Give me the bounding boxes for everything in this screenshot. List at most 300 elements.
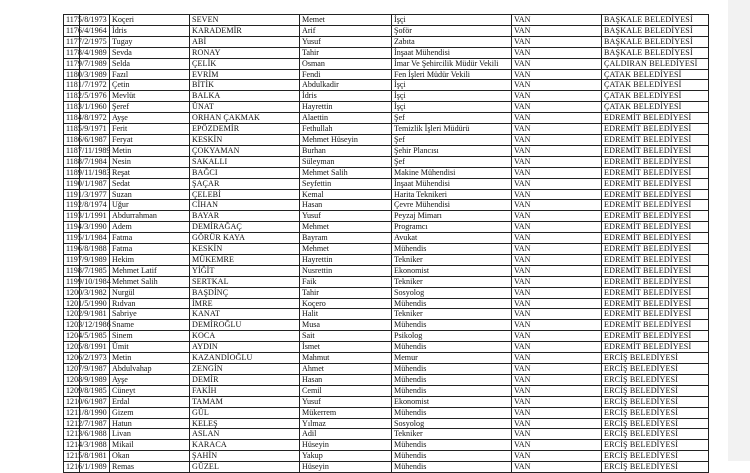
table-row <box>64 287 709 298</box>
table-row <box>64 364 709 375</box>
birth-date-cell: /3/1989 <box>80 69 110 80</box>
father-name-cell: Memet <box>300 15 392 26</box>
table-row <box>64 80 709 91</box>
row-number-cell: 1196 <box>64 244 80 255</box>
position-cell: İşçi <box>392 102 512 113</box>
surname-cell: CİHAN <box>190 200 300 211</box>
institution-cell: ÇALDIRAN BELEDİYESİ <box>602 58 709 69</box>
surname-cell: SEVEN <box>190 15 300 26</box>
row-number-cell: 1190 <box>64 178 80 189</box>
province-cell: VAN <box>512 102 602 113</box>
institution-cell: ERCİŞ BELEDİYESİ <box>602 418 709 429</box>
position-cell: Çevre Mühendisi <box>392 200 512 211</box>
position-cell: Ekonomist <box>392 396 512 407</box>
table-row <box>64 385 709 396</box>
birth-date-cell: /7/1987 <box>80 418 110 429</box>
institution-cell: ERCİŞ BELEDİYESİ <box>602 353 709 364</box>
father-name-cell: Adil <box>300 429 392 440</box>
position-cell: Mühendis <box>392 440 512 451</box>
institution-cell: EDREMİT BELEDİYESİ <box>602 233 709 244</box>
surname-cell: DEMİR <box>190 374 300 385</box>
surname-cell: AYDIN <box>190 342 300 353</box>
row-number-cell: 1182 <box>64 91 80 102</box>
father-name-cell: Koçero <box>300 298 392 309</box>
father-name-cell: Fethullah <box>300 124 392 135</box>
birth-date-cell: /4/1964 <box>80 25 110 36</box>
table-row <box>64 353 709 364</box>
first-name-cell: Okan <box>110 451 190 462</box>
first-name-cell: Mikail <box>110 440 190 451</box>
institution-cell: ERCİŞ BELEDİYESİ <box>602 451 709 462</box>
surname-cell: EPÖZDEMİR <box>190 124 300 135</box>
province-cell: VAN <box>512 178 602 189</box>
institution-cell: ÇATAK BELEDİYESİ <box>602 102 709 113</box>
institution-cell: EDREMİT BELEDİYESİ <box>602 222 709 233</box>
position-cell: Sosyolog <box>392 418 512 429</box>
row-number-cell: 1201 <box>64 298 80 309</box>
table-row <box>64 320 709 331</box>
father-name-cell: Burhan <box>300 145 392 156</box>
institution-cell: EDREMİT BELEDİYESİ <box>602 134 709 145</box>
first-name-cell: Suzan <box>110 189 190 200</box>
row-number-cell: 1177 <box>64 36 80 47</box>
province-cell: VAN <box>512 80 602 91</box>
surname-cell: BAŞDİNÇ <box>190 287 300 298</box>
first-name-cell: Feryat <box>110 134 190 145</box>
surname-cell: KESKİN <box>190 244 300 255</box>
institution-cell: EDREMİT BELEDİYESİ <box>602 156 709 167</box>
province-cell: VAN <box>512 222 602 233</box>
institution-cell: ERCİŞ BELEDİYESİ <box>602 396 709 407</box>
surname-cell: BALKA <box>190 91 300 102</box>
father-name-cell: Mehmet Hüseyin <box>300 134 392 145</box>
institution-cell: BAŞKALE BELEDİYESİ <box>602 25 709 36</box>
father-name-cell: Mehmet Salih <box>300 167 392 178</box>
father-name-cell: İsmet <box>300 342 392 353</box>
province-cell: VAN <box>512 287 602 298</box>
table-row <box>64 396 709 407</box>
row-number-cell: 1215 <box>64 451 80 462</box>
row-number-cell: 1181 <box>64 80 80 91</box>
birth-date-cell: /11/1989 <box>80 145 110 156</box>
first-name-cell: Rıdvan <box>110 298 190 309</box>
province-cell: VAN <box>512 145 602 156</box>
first-name-cell: Abdulvahap <box>110 364 190 375</box>
row-number-cell: 1214 <box>64 440 80 451</box>
position-cell: Memur <box>392 353 512 364</box>
institution-cell: ERCİŞ BELEDİYESİ <box>602 407 709 418</box>
position-cell: Şoför <box>392 25 512 36</box>
father-name-cell: Alaettin <box>300 113 392 124</box>
birth-date-cell: /1/1991 <box>80 211 110 222</box>
row-number-cell: 1192 <box>64 200 80 211</box>
row-number-cell: 1208 <box>64 374 80 385</box>
table-row <box>64 102 709 113</box>
birth-date-cell: /8/1990 <box>80 407 110 418</box>
institution-cell: EDREMİT BELEDİYESİ <box>602 113 709 124</box>
institution-cell: EDREMİT BELEDİYESİ <box>602 298 709 309</box>
father-name-cell: Bayram <box>300 233 392 244</box>
birth-date-cell: /7/1984 <box>80 156 110 167</box>
row-number-cell: 1179 <box>64 58 80 69</box>
position-cell: Mühendis <box>392 244 512 255</box>
father-name-cell: Yılmaz <box>300 418 392 429</box>
row-number-cell: 1206 <box>64 353 80 364</box>
first-name-cell: Livan <box>110 429 190 440</box>
first-name-cell: Sinem <box>110 331 190 342</box>
first-name-cell: Sabriye <box>110 309 190 320</box>
row-number-cell: 1207 <box>64 364 80 375</box>
birth-date-cell: /7/1985 <box>80 265 110 276</box>
province-cell: VAN <box>512 167 602 178</box>
province-cell: VAN <box>512 265 602 276</box>
first-name-cell: Mehmet Latif <box>110 265 190 276</box>
father-name-cell: Nusrettin <box>300 265 392 276</box>
institution-cell: EDREMİT BELEDİYESİ <box>602 211 709 222</box>
row-number-cell: 1203 <box>64 320 80 331</box>
surname-cell: FAKİH <box>190 385 300 396</box>
table-row <box>64 200 709 211</box>
first-name-cell: Sname <box>110 320 190 331</box>
table-row <box>64 222 709 233</box>
province-cell: VAN <box>512 342 602 353</box>
table-row <box>64 91 709 102</box>
birth-date-cell: /8/1972 <box>80 113 110 124</box>
table-row <box>64 58 709 69</box>
province-cell: VAN <box>512 429 602 440</box>
province-cell: VAN <box>512 47 602 58</box>
table-row <box>64 211 709 222</box>
position-cell: İşçi <box>392 91 512 102</box>
surname-cell: SAKALLI <box>190 156 300 167</box>
institution-cell: ÇATAK BELEDİYESİ <box>602 91 709 102</box>
province-cell: VAN <box>512 15 602 26</box>
province-cell: VAN <box>512 418 602 429</box>
province-cell: VAN <box>512 189 602 200</box>
surname-cell: ASLAN <box>190 429 300 440</box>
row-number-cell: 1176 <box>64 25 80 36</box>
birth-date-cell: /10/1984 <box>80 276 110 287</box>
position-cell: Mühendis <box>392 364 512 375</box>
table-row <box>64 244 709 255</box>
table-row <box>64 178 709 189</box>
position-cell: İmar Ve Şehircilik Müdür Vekili <box>392 58 512 69</box>
table-row <box>64 113 709 124</box>
birth-date-cell: /4/1989 <box>80 47 110 58</box>
row-number-cell: 1183 <box>64 102 80 113</box>
position-cell: Mühendis <box>392 342 512 353</box>
position-cell: Psikolog <box>392 331 512 342</box>
surname-cell: KANAT <box>190 309 300 320</box>
table-row <box>64 374 709 385</box>
row-number-cell: 1188 <box>64 156 80 167</box>
father-name-cell: Mehmet <box>300 244 392 255</box>
birth-date-cell: /6/1988 <box>80 429 110 440</box>
father-name-cell: Halit <box>300 309 392 320</box>
birth-date-cell: /3/1982 <box>80 287 110 298</box>
surname-cell: BİTİK <box>190 80 300 91</box>
page-margin-strip <box>728 0 750 461</box>
first-name-cell: Tugay <box>110 36 190 47</box>
institution-cell: ÇATAK BELEDİYESİ <box>602 69 709 80</box>
position-cell: Mühendis <box>392 320 512 331</box>
table-row <box>64 189 709 200</box>
province-cell: VAN <box>512 364 602 375</box>
father-name-cell: Fendi <box>300 69 392 80</box>
province-cell: VAN <box>512 298 602 309</box>
province-cell: VAN <box>512 91 602 102</box>
first-name-cell: Sedat <box>110 178 190 189</box>
father-name-cell: Tahir <box>300 287 392 298</box>
table-row <box>64 254 709 265</box>
province-cell: VAN <box>512 211 602 222</box>
table-row <box>64 309 709 320</box>
first-name-cell: Fatma <box>110 244 190 255</box>
father-name-cell: Hasan <box>300 374 392 385</box>
row-number-cell: 1211 <box>64 407 80 418</box>
province-cell: VAN <box>512 233 602 244</box>
birth-date-cell: /6/1987 <box>80 134 110 145</box>
row-number-cell: 1178 <box>64 47 80 58</box>
father-name-cell: Mehmet <box>300 222 392 233</box>
institution-cell: EDREMİT BELEDİYESİ <box>602 254 709 265</box>
province-cell: VAN <box>512 331 602 342</box>
first-name-cell: Hekim <box>110 254 190 265</box>
province-cell: VAN <box>512 113 602 124</box>
row-number-cell: 1200 <box>64 287 80 298</box>
table-row <box>64 124 709 135</box>
birth-date-cell: /8/1985 <box>80 385 110 396</box>
father-name-cell: Hasan <box>300 200 392 211</box>
institution-cell: ERCİŞ BELEDİYESİ <box>602 364 709 375</box>
institution-cell: EDREMİT BELEDİYESİ <box>602 178 709 189</box>
personnel-table <box>63 14 709 473</box>
first-name-cell: Mevlüt <box>110 91 190 102</box>
position-cell: Şehir Plancısı <box>392 145 512 156</box>
father-name-cell: Yusuf <box>300 36 392 47</box>
surname-cell: DEMİROĞLU <box>190 320 300 331</box>
province-cell: VAN <box>512 244 602 255</box>
first-name-cell: Sevda <box>110 47 190 58</box>
first-name-cell: Ayşe <box>110 374 190 385</box>
province-cell: VAN <box>512 134 602 145</box>
surname-cell: KELEŞ <box>190 418 300 429</box>
position-cell: Makine Mühendisi <box>392 167 512 178</box>
institution-cell: ERCİŞ BELEDİYESİ <box>602 429 709 440</box>
position-cell: İnşaat Mühendisi <box>392 178 512 189</box>
province-cell: VAN <box>512 320 602 331</box>
row-number-cell: 1204 <box>64 331 80 342</box>
father-name-cell: Süleyman <box>300 156 392 167</box>
table-row <box>64 167 709 178</box>
birth-date-cell: /5/1976 <box>80 91 110 102</box>
surname-cell: BAYAR <box>190 211 300 222</box>
table-body <box>64 15 709 473</box>
row-number-cell: 1184 <box>64 113 80 124</box>
surname-cell: KARACA <box>190 440 300 451</box>
first-name-cell: Mehmet Salih <box>110 276 190 287</box>
table-row <box>64 418 709 429</box>
province-cell: VAN <box>512 407 602 418</box>
province-cell: VAN <box>512 385 602 396</box>
table-row <box>64 145 709 156</box>
surname-cell: MÜKEMRE <box>190 254 300 265</box>
row-number-cell: 1199 <box>64 276 80 287</box>
province-cell: VAN <box>512 69 602 80</box>
position-cell: Tekniker <box>392 429 512 440</box>
birth-date-cell: /9/1981 <box>80 309 110 320</box>
surname-cell: ÜNAT <box>190 102 300 113</box>
father-name-cell: Mükerrem <box>300 407 392 418</box>
table-row <box>64 134 709 145</box>
birth-date-cell: /11/1983 <box>80 167 110 178</box>
position-cell: İşçi <box>392 80 512 91</box>
institution-cell: EDREMİT BELEDİYESİ <box>602 342 709 353</box>
institution-cell: EDREMİT BELEDİYESİ <box>602 287 709 298</box>
row-number-cell: 1202 <box>64 309 80 320</box>
first-name-cell: Metin <box>110 145 190 156</box>
row-number-cell: 1185 <box>64 124 80 135</box>
position-cell: Temizlik İşleri Müdürü <box>392 124 512 135</box>
surname-cell: ABİ <box>190 36 300 47</box>
table-row <box>64 342 709 353</box>
table-row <box>64 331 709 342</box>
father-name-cell: Hayrettin <box>300 254 392 265</box>
father-name-cell: Yusuf <box>300 211 392 222</box>
first-name-cell: Adem <box>110 222 190 233</box>
institution-cell: EDREMİT BELEDİYESİ <box>602 167 709 178</box>
institution-cell: ÇATAK BELEDİYESİ <box>602 80 709 91</box>
birth-date-cell: /3/1990 <box>80 222 110 233</box>
position-cell: Mühendis <box>392 407 512 418</box>
first-name-cell: Nurgül <box>110 287 190 298</box>
birth-date-cell: /2/1975 <box>80 36 110 47</box>
table-row <box>64 69 709 80</box>
position-cell: Peyzaj Mimarı <box>392 211 512 222</box>
row-number-cell: 1175 <box>64 15 80 26</box>
first-name-cell: Cüneyt <box>110 385 190 396</box>
institution-cell: EDREMİT BELEDİYESİ <box>602 331 709 342</box>
row-number-cell: 1210 <box>64 396 80 407</box>
surname-cell: EVRİM <box>190 69 300 80</box>
father-name-cell: Yakup <box>300 451 392 462</box>
table-row <box>64 462 709 473</box>
first-name-cell: Remas <box>110 462 190 473</box>
province-cell: VAN <box>512 440 602 451</box>
birth-date-cell: /3/1977 <box>80 189 110 200</box>
table-row <box>64 298 709 309</box>
province-cell: VAN <box>512 58 602 69</box>
institution-cell: EDREMİT BELEDİYESİ <box>602 320 709 331</box>
position-cell: Mühendis <box>392 462 512 473</box>
father-name-cell: Hayrettin <box>300 102 392 113</box>
first-name-cell: Şeref <box>110 102 190 113</box>
table-row <box>64 451 709 462</box>
surname-cell: KESKİN <box>190 134 300 145</box>
table-row <box>64 265 709 276</box>
father-name-cell: Tahir <box>300 47 392 58</box>
institution-cell: EDREMİT BELEDİYESİ <box>602 200 709 211</box>
birth-date-cell: /1/1989 <box>80 462 110 473</box>
table-row <box>64 233 709 244</box>
surname-cell: BAĞCI <box>190 167 300 178</box>
first-name-cell: Selda <box>110 58 190 69</box>
institution-cell: EDREMİT BELEDİYESİ <box>602 124 709 135</box>
province-cell: VAN <box>512 254 602 265</box>
father-name-cell: Arif <box>300 25 392 36</box>
birth-date-cell: /7/1989 <box>80 58 110 69</box>
birth-date-cell: /8/1981 <box>80 451 110 462</box>
table-row <box>64 36 709 47</box>
institution-cell: EDREMİT BELEDİYESİ <box>602 244 709 255</box>
surname-cell: KOCA <box>190 331 300 342</box>
birth-date-cell: /9/1989 <box>80 374 110 385</box>
province-cell: VAN <box>512 374 602 385</box>
first-name-cell: Fatma <box>110 233 190 244</box>
surname-cell: GÜZEL <box>190 462 300 473</box>
row-number-cell: 1195 <box>64 233 80 244</box>
institution-cell: ERCİŞ BELEDİYESİ <box>602 374 709 385</box>
first-name-cell: Koçeri <box>110 15 190 26</box>
first-name-cell: Fazıl <box>110 69 190 80</box>
father-name-cell: Yusuf <box>300 396 392 407</box>
surname-cell: İMRE <box>190 298 300 309</box>
surname-cell: GÖRÜR KAYA <box>190 233 300 244</box>
table-row <box>64 407 709 418</box>
position-cell: Şef <box>392 156 512 167</box>
table-row <box>64 156 709 167</box>
institution-cell: ERCİŞ BELEDİYESİ <box>602 440 709 451</box>
position-cell: Harita Teknikeri <box>392 189 512 200</box>
province-cell: VAN <box>512 451 602 462</box>
position-cell: Mühendis <box>392 298 512 309</box>
row-number-cell: 1198 <box>64 265 80 276</box>
surname-cell: KARADEMİR <box>190 25 300 36</box>
row-number-cell: 1212 <box>64 418 80 429</box>
surname-cell: ŞAÇAR <box>190 178 300 189</box>
birth-date-cell: /9/1987 <box>80 364 110 375</box>
birth-date-cell: /1/1987 <box>80 178 110 189</box>
birth-date-cell: /9/1989 <box>80 254 110 265</box>
surname-cell: ORHAN ÇAKMAK <box>190 113 300 124</box>
father-name-cell: Hüseyin <box>300 440 392 451</box>
father-name-cell: Cemil <box>300 385 392 396</box>
birth-date-cell: /5/1990 <box>80 298 110 309</box>
surname-cell: KAZANDİOĞLU <box>190 353 300 364</box>
birth-date-cell: /8/1988 <box>80 244 110 255</box>
row-number-cell: 1194 <box>64 222 80 233</box>
institution-cell: EDREMİT BELEDİYESİ <box>602 145 709 156</box>
position-cell: Şef <box>392 134 512 145</box>
province-cell: VAN <box>512 25 602 36</box>
row-number-cell: 1209 <box>64 385 80 396</box>
surname-cell: SERTKAL <box>190 276 300 287</box>
first-name-cell: Nesin <box>110 156 190 167</box>
province-cell: VAN <box>512 276 602 287</box>
position-cell: Şef <box>392 113 512 124</box>
father-name-cell: Osman <box>300 58 392 69</box>
row-number-cell: 1197 <box>64 254 80 265</box>
position-cell: Avukat <box>392 233 512 244</box>
surname-cell: ÇELİK <box>190 58 300 69</box>
father-name-cell: Faik <box>300 276 392 287</box>
province-cell: VAN <box>512 156 602 167</box>
row-number-cell: 1193 <box>64 211 80 222</box>
row-number-cell: 1205 <box>64 342 80 353</box>
province-cell: VAN <box>512 462 602 473</box>
table-row <box>64 47 709 58</box>
birth-date-cell: /1/1960 <box>80 102 110 113</box>
